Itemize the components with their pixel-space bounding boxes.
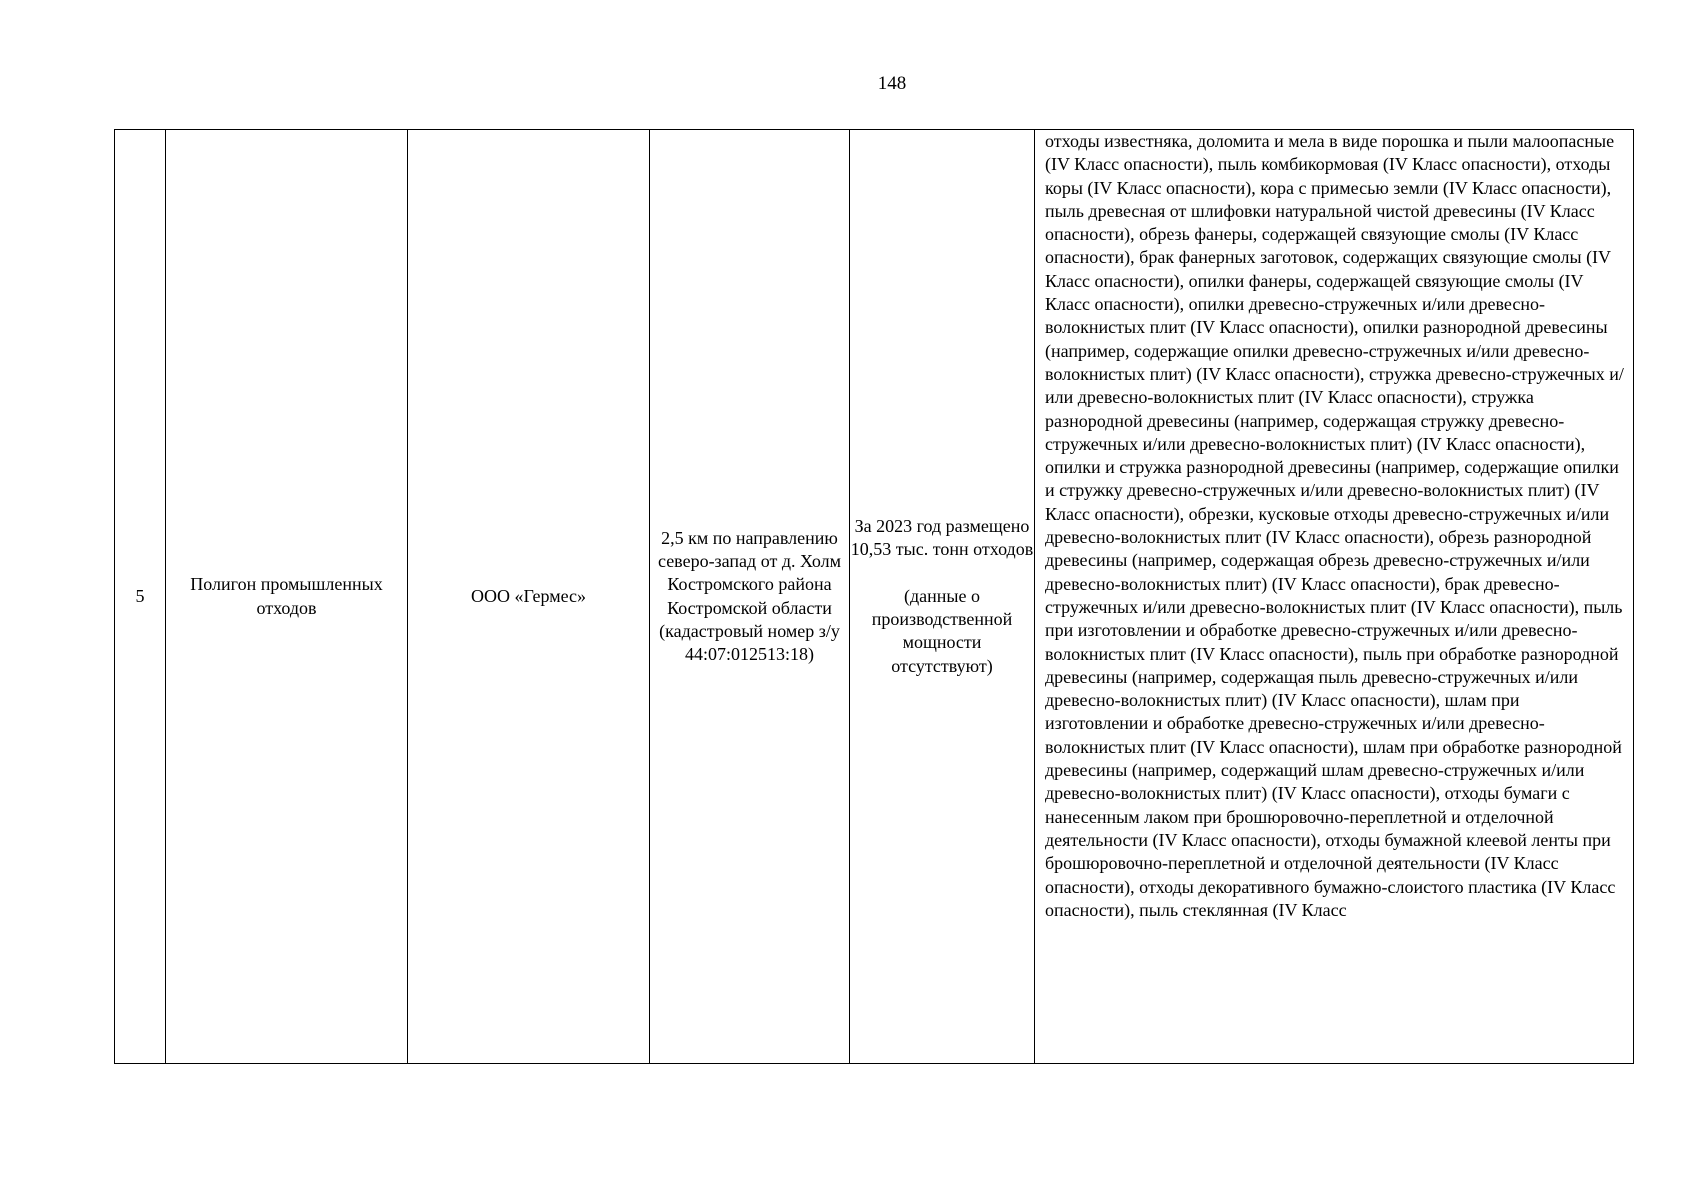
waste-types-cell: [1035, 130, 1634, 1064]
location-cell: [650, 130, 850, 1064]
waste-facility-table: [114, 129, 1634, 1064]
capacity-note: (данные о производственной мощности отсутствуют): [871, 585, 1013, 676]
volume-cell: [850, 130, 1035, 1064]
page-number: 148: [877, 73, 907, 94]
waste-types-text: отходы известняка, доломита и мела в виде порошка и пыли малоопасные (IV Класс опасности), пыль комбикормовая (IV Класс опасности), отходы коры (IV Класс опасности), кора с примесью земли (IV Класс опасности), пыль древесная от шлифовки натуральной чистой древесины (IV Класс опасности), обрезь фанеры, содержащей связующие смолы (IV Класс опасности), брак фанерных заготовок, содержащих связующие смолы (IV Класс опасности), опилки фанеры, содержащей связующие смолы (IV Класс опасности), опилки древесно-стружечных и/или древесно-волокнистых плит (IV Класс опасности), опилки разнородной древесины (например, содержащие опилки древесно-стружечных и/или древесно-волокнистых плит) (IV Класс опасности), стружка древесно-стружечных и/или древесно-волокнистых плит (IV Класс опасности), стружка разнородной древесины (например, содержащая стружку древесно-стружечных и/или древесно-волокнистых плит) (IV Класс опасности), опилки и стружка разнородной древесины (например, содержащие опилки и стружку древесно-стружечных и/или древесно-волокнистых плит) (IV Класс опасности), обрезки, кусковые отходы древесно-стружечных и/или древесно-волокнистых плит (IV Класс опасности), обрезь разнородной древесины (например, содержащая обрезь древесно-стружечных и/или древесно-волокнистых плит) (IV Класс опасности), брак древесно-стружечных и/или древесно-волокнистых плит (IV Класс опасности), пыль при изготовлении и обработке древесно-стружечных и/или древесно-волокнистых плит (IV Класс опасности), пыль при обработке разнородной древесины (например, содержащая пыль древесно-стружечных и/или древесно-волокнистых плит) (IV Класс опасности), шлам при изготовлении и обработке древесно-стружечных и/или древесно-волокнистых плит (IV Класс опасности), шлам при обработке разнородной древесины (например, содержащий шлам древесно-стружечных и/или древесно-волокнистых плит) (IV Класс опасности), отходы бумаги с нанесенным лаком при брошюровочно-переплетной и отделочной деятельности (IV Класс опасности), отходы бумажной клеевой ленты при брошюровочно-переплетной и отделочной деятельности (IV Класс опасности), отходы декоративного бумажно-слоистого пластика (IV Класс опасности), пыль стеклянная (IV Класс: [1045, 131, 1624, 920]
location-text: 2,5 км по направлению северо-запад от д. Холм Костромского района Костромской области (кадастровый номер з/у 44:07:012513:18): [657, 527, 841, 665]
table-row: [115, 130, 1634, 1064]
operator-cell: [408, 130, 650, 1064]
spacer: [850, 562, 1034, 585]
object-type: Полигон промышленных отходов: [190, 574, 383, 618]
volume-text: За 2023 год размещено 10,53 тыс. тонн отходов: [850, 516, 1034, 560]
row-number: 5: [135, 585, 145, 606]
object-type-cell: [166, 130, 408, 1064]
operator-name: ООО «Гермес»: [470, 585, 587, 606]
row-number-cell: [115, 130, 166, 1064]
